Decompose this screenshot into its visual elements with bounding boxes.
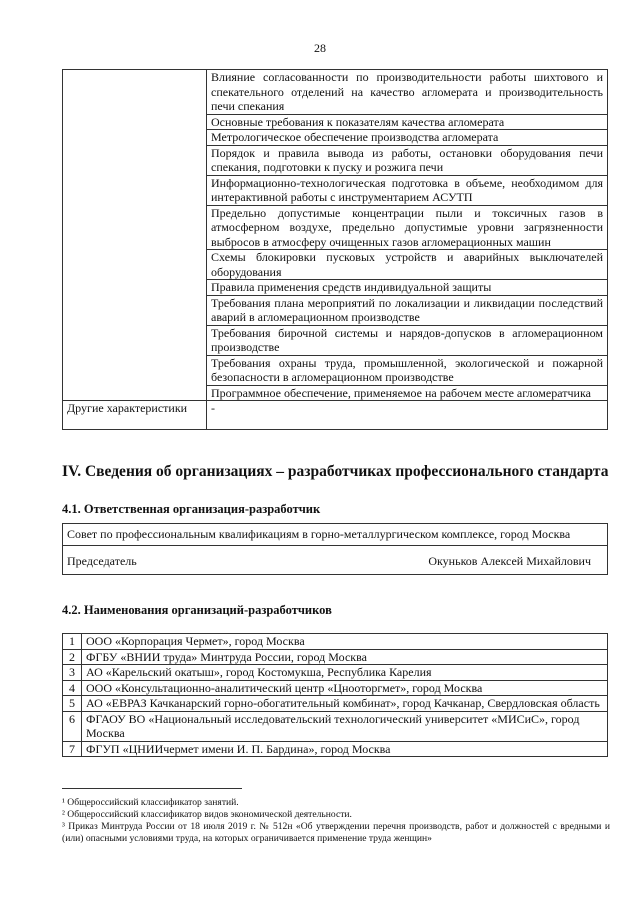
table-cell: Требования охраны труда, промышленной, экологической и пожарной безопасности в агломерационном производстве	[207, 355, 608, 385]
organization-name: ООО «Консультационно-аналитический центр «Цнооторгмет», город Москва	[82, 680, 608, 696]
footnote-separator	[62, 788, 242, 789]
developers-heading: 4.2. Наименования организаций-разработчиков	[62, 603, 332, 617]
organization-name: АО «ЕВРАЗ Качканарский горно-обогатительный комбинат», город Качканар, Свердловская область	[82, 696, 608, 712]
chair-cell	[63, 545, 608, 575]
responsible-org-table	[62, 523, 608, 575]
responsible-heading: 4.1. Ответственная организация-разработчик	[62, 502, 321, 516]
table-cell: Информационно-технологическая подготовка в объеме, необходимом для интерактивной работы с инструментарием АСУТП	[207, 175, 608, 205]
table-cell: Порядок и правила вывода из работы, остановки оборудования печи спекания, подготовки к пуску и розжига печи	[207, 145, 608, 175]
table-cell: Влияние согласованности по производительности работы шихтового и спекательного отделений на качество агломерата и производительность печи спекания	[207, 70, 608, 115]
table-row	[63, 711, 608, 741]
chair-name: Окуньков Алексей Михайлович	[428, 553, 591, 568]
table-row	[63, 696, 608, 712]
organization-name: АО «Карельский окатыш», город Костомукша, Республика Карелия	[82, 665, 608, 681]
table-row	[63, 680, 608, 696]
organization-name: ФГУП «ЦНИИчермет имени И. П. Бардина», город Москва	[82, 741, 608, 757]
other-characteristics-value: -	[207, 401, 608, 430]
table-cell: Требования бирочной системы и нарядов-допусков в агломерационном производстве	[207, 325, 608, 355]
row-number: 4	[63, 680, 82, 696]
footnotes	[62, 797, 610, 845]
organization-name: ФГАОУ ВО «Национальный исследовательский технологический университет «МИСиС», город Москва	[82, 711, 608, 741]
organization-name: ФГБУ «ВНИИ труда» Минтруда России, город Москва	[82, 649, 608, 665]
table-row	[63, 70, 608, 115]
empty-cell	[63, 70, 207, 401]
table-cell: Предельно допустимые концентрации пыли и токсичных газов в атмосферном воздухе, предельно допустимые уровни загрязненности выбросов в атмосферу очищенных газов агломерационных машин	[207, 205, 608, 250]
footnote: ² Общероссийский классификатор видов экономической деятельности.	[62, 809, 352, 820]
row-number: 2	[63, 649, 82, 665]
table-cell: Основные требования к показателям качества агломерата	[207, 114, 608, 130]
organization-name: Совет по профессиональным квалификациям в горно-металлургическом комплексе, город Москва	[63, 524, 608, 546]
table-row	[63, 545, 608, 575]
table-row	[63, 524, 608, 546]
section-title: IV. Сведения об организациях – разработчиках профессионального стандарта	[62, 463, 609, 480]
table-row	[63, 665, 608, 681]
page-number: 28	[314, 41, 326, 55]
footnote: ³ Приказ Минтруда России от 18 июля 2019 г. № 512н «Об утверждении перечня производств, работ и должностей с вредными и (или) опасными условиями труда, на которых ограничивается применение труда женщин»	[62, 821, 610, 844]
requirements-table	[62, 69, 608, 430]
row-number: 1	[63, 634, 82, 650]
table-row	[63, 649, 608, 665]
footnote: ¹ Общероссийский классификатор занятий.	[62, 797, 239, 808]
row-number: 5	[63, 696, 82, 712]
row-number: 3	[63, 665, 82, 681]
developers-table	[62, 633, 608, 757]
table-row	[63, 634, 608, 650]
table-cell: Требования плана мероприятий по локализации и ликвидации последствий аварий в агломерационном производстве	[207, 295, 608, 325]
row-number: 6	[63, 711, 82, 741]
table-cell: Программное обеспечение, применяемое на рабочем месте агломератчика	[207, 385, 608, 401]
table-cell: Схемы блокировки пусковых устройств и аварийных выключателей оборудования	[207, 250, 608, 280]
table-row	[63, 401, 608, 430]
table-cell: Метрологическое обеспечение производства агломерата	[207, 130, 608, 146]
organization-name: ООО «Корпорация Чермет», город Москва	[82, 634, 608, 650]
other-characteristics-label: Другие характеристики	[63, 401, 207, 430]
table-cell: Правила применения средств индивидуальной защиты	[207, 280, 608, 296]
table-row	[63, 741, 608, 757]
row-number: 7	[63, 741, 82, 757]
chair-label: Председатель	[67, 553, 137, 568]
